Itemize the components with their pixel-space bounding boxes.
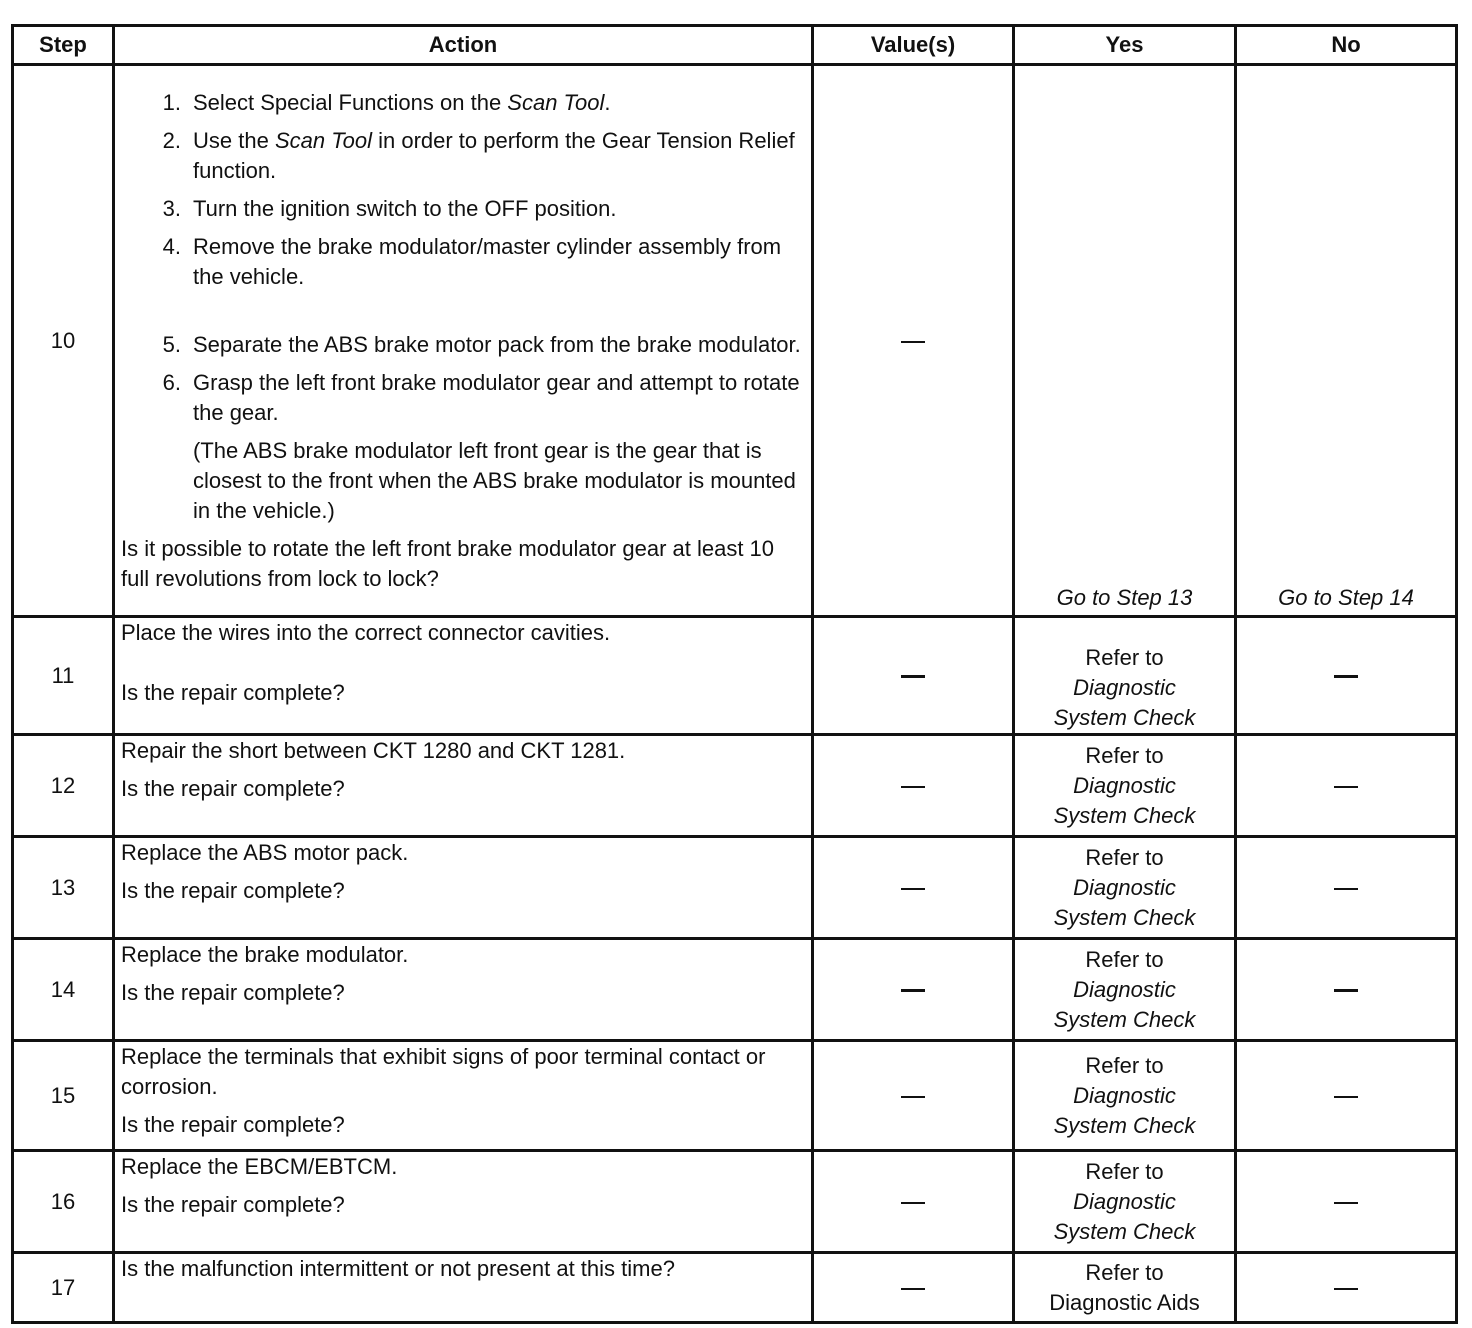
no-cell [1236, 1041, 1457, 1151]
step-question: Is it possible to rotate the left front brake modulator gear at least 10 full revolutions from lock to lock? [121, 535, 775, 591]
step-number: 16 [13, 1151, 114, 1253]
procedure-step: 5. Separate the ABS brake motor pack from the brake modulator. [162, 331, 801, 357]
refer-link: System Check [1053, 1112, 1196, 1138]
action-cell [114, 1041, 813, 1151]
value-cell [813, 939, 1014, 1041]
header-step: Step [13, 26, 114, 65]
header-action: Action [114, 26, 813, 65]
step-question: Is the repair complete? [121, 680, 345, 705]
diagnostic-table [11, 24, 1458, 1324]
action-cell [114, 939, 813, 1041]
step-question: Is the malfunction intermittent or not present at this time? [121, 1256, 675, 1281]
dash-mark [901, 786, 925, 788]
header-no: No [1236, 26, 1457, 65]
value-cell [813, 735, 1014, 837]
refer-line: Refer to [1085, 946, 1164, 972]
refer-link: Diagnostic [1073, 1082, 1176, 1108]
action-cell [114, 1151, 813, 1253]
no-cell [1236, 735, 1457, 837]
step-number: 11 [13, 617, 114, 735]
step-number: 14 [13, 939, 114, 1041]
no-cell [1236, 837, 1457, 939]
yes-cell [1014, 1253, 1236, 1323]
refer-link: Diagnostic [1073, 675, 1176, 700]
procedure-step: 2. Use the Scan Tool in order to perform the Gear Tension Relief function. [162, 127, 795, 183]
procedure-list [121, 88, 805, 428]
action-text: Repair the short between CKT 1280 and CKT 1281. [121, 738, 626, 763]
dash-mark [901, 1096, 925, 1098]
action-text: Replace the brake modulator. [121, 942, 409, 967]
no-cell [1236, 1151, 1457, 1253]
yes-cell [1014, 617, 1236, 735]
table-row [13, 1151, 1457, 1253]
refer-link: System Check [1053, 705, 1196, 730]
refer-line: Refer to [1085, 1158, 1164, 1184]
step-question: Is the repair complete? [121, 878, 345, 903]
dash-mark [1334, 1202, 1358, 1204]
value-cell [813, 1041, 1014, 1151]
action-cell [114, 735, 813, 837]
dash-mark [901, 888, 925, 890]
table-row [13, 1041, 1457, 1151]
dash-mark [1334, 1096, 1358, 1098]
procedure-step: 1. Select Special Functions on the Scan Tool. [162, 89, 611, 115]
yes-cell: Go to Step 13 [1014, 65, 1236, 617]
refer-line: Refer to [1085, 742, 1164, 768]
dash-mark [901, 989, 925, 992]
dash-mark [1334, 1288, 1358, 1290]
table-row [13, 617, 1457, 735]
action-cell [114, 1253, 813, 1323]
dash-mark [901, 1202, 925, 1204]
refer-line: Refer to [1085, 844, 1164, 870]
no-cell [1236, 1253, 1457, 1323]
step-question: Is the repair complete? [121, 776, 345, 801]
step-number: 10 [13, 65, 114, 617]
dash-mark [901, 341, 925, 343]
procedure-step: 3. Turn the ignition switch to the OFF position. [162, 195, 617, 221]
action-text: Replace the EBCM/EBTCM. [121, 1154, 398, 1179]
no-cell: Go to Step 14 [1236, 65, 1457, 617]
procedure-step: 4. Remove the brake modulator/master cylinder assembly from the vehicle. [162, 233, 782, 289]
refer-link: System Check [1053, 1218, 1196, 1244]
procedure-note: (The ABS brake modulator left front gear is the gear that is closest to the front when the ABS brake modulator is mounted in the vehicle.) [193, 437, 796, 523]
action-cell [114, 837, 813, 939]
value-cell [813, 617, 1014, 735]
yes-cell [1014, 1151, 1236, 1253]
refer-line: Refer to [1085, 645, 1164, 670]
table-row [13, 939, 1457, 1041]
procedure-step: 6. Grasp the left front brake modulator gear and attempt to rotate the gear. [162, 369, 800, 425]
action-cell [114, 617, 813, 735]
table-row [13, 1253, 1457, 1323]
table-row [13, 837, 1457, 939]
dash-mark [901, 675, 925, 678]
header-yes: Yes [1014, 26, 1236, 65]
action-cell [114, 65, 813, 617]
yes-cell [1014, 735, 1236, 837]
action-text: Replace the ABS motor pack. [121, 840, 409, 865]
refer-link: System Check [1053, 904, 1196, 930]
step-question: Is the repair complete? [121, 1192, 345, 1217]
dash-mark [1334, 786, 1358, 788]
value-cell [813, 65, 1014, 617]
refer-link: Diagnostic [1073, 874, 1176, 900]
yes-cell [1014, 837, 1236, 939]
step-number: 12 [13, 735, 114, 837]
header-row [13, 26, 1457, 65]
step-question: Is the repair complete? [121, 1112, 345, 1137]
action-text: Place the wires into the correct connector cavities. [121, 620, 611, 645]
refer-line: Refer to [1085, 1259, 1164, 1285]
dash-mark [1334, 989, 1358, 992]
value-cell [813, 837, 1014, 939]
value-cell [813, 1151, 1014, 1253]
no-cell [1236, 939, 1457, 1041]
dash-mark [1334, 888, 1358, 890]
refer-link: Diagnostic [1073, 772, 1176, 798]
table-row [13, 65, 1457, 617]
refer-link: System Check [1053, 1006, 1196, 1032]
step-number: 13 [13, 837, 114, 939]
dash-mark [1334, 675, 1358, 678]
step-number: 17 [13, 1253, 114, 1323]
refer-line: Refer to [1085, 1052, 1164, 1078]
yes-cell [1014, 1041, 1236, 1151]
refer-link: Diagnostic Aids [1049, 1289, 1200, 1315]
yes-cell [1014, 939, 1236, 1041]
action-text: Replace the terminals that exhibit signs of poor terminal contact or corrosion. [121, 1044, 766, 1099]
dash-mark [901, 1288, 925, 1290]
step-number: 15 [13, 1041, 114, 1151]
table-row [13, 735, 1457, 837]
refer-link: Diagnostic [1073, 976, 1176, 1002]
value-cell [813, 1253, 1014, 1323]
header-values: Value(s) [813, 26, 1014, 65]
refer-link: Diagnostic [1073, 1188, 1176, 1214]
no-cell [1236, 617, 1457, 735]
refer-link: System Check [1053, 802, 1196, 828]
step-question: Is the repair complete? [121, 980, 345, 1005]
